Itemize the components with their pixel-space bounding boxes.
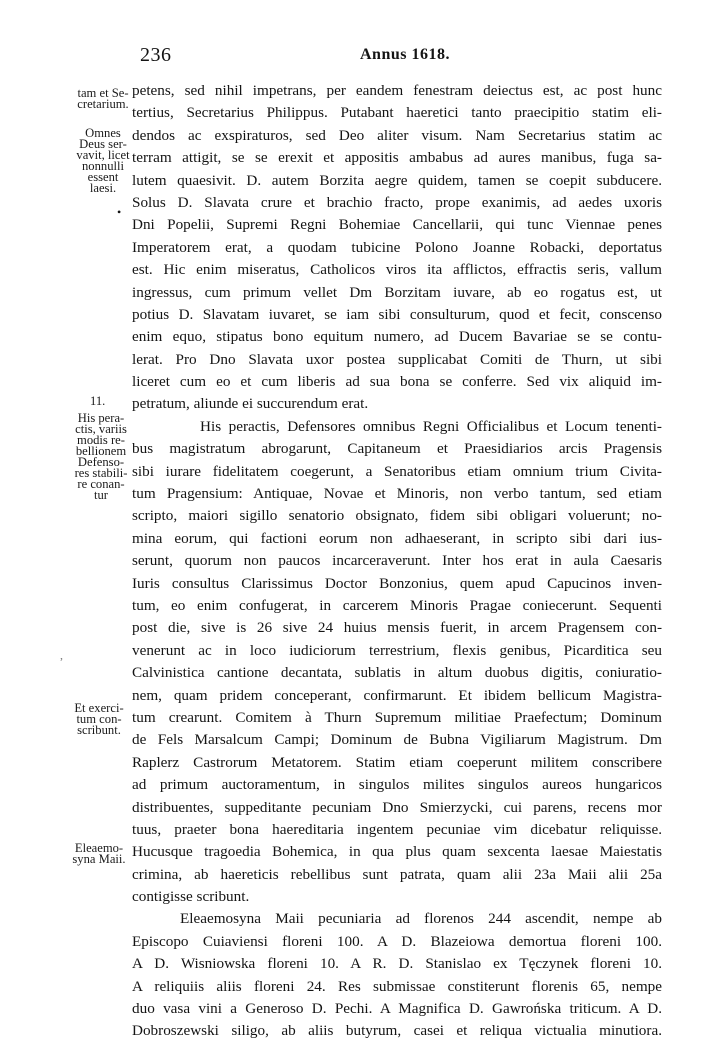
text-line: A D. Wisniowska floreni 10. A R. D. Stanislao ex Tęczynek floreni 10. xyxy=(132,955,662,973)
margin-line: Defenso- xyxy=(77,455,125,469)
margin-line: ctis, variis xyxy=(75,422,127,436)
text-line: scripto, maiori sigillo senatorio obsignato, fidem sibi obligari voluerunt; no- xyxy=(132,507,662,525)
text-line: tertius, Secretarius Philippus. Putabant haeretici tanto praecipitio statim eli- xyxy=(132,104,662,122)
text-line: tum crearunt. Comitem à Thurn Supremum militiae Praefectum; Dominum xyxy=(132,708,662,726)
text-line: Iuris consultus Clarissimus Doctor Bonzonius, quem apud Capucinos inven- xyxy=(132,574,662,592)
margin-line: nonnulli xyxy=(82,159,124,173)
margin-line: syna Maii. xyxy=(72,852,126,866)
text-line: serunt, quorum non paucos incarceraverunt. Inter hos erat in aula Caesaris xyxy=(132,552,662,570)
text-line: Calvinistica cantione decantata, sublatis in altum duobus digitis, coniuratio- xyxy=(132,664,662,682)
margin-line: laesi. xyxy=(89,181,117,195)
text-line: distribuentes, suppeditante pecuniam Dno Smierzycki, cui parens, recens mor xyxy=(132,798,662,816)
margin-line: Deus ser- xyxy=(79,137,127,151)
text-line: nem, quam pridem conceperant, confirmarunt. Et ibidem bellicum Magistra- xyxy=(132,686,662,704)
text-line: Hucusque tragoedia Bohemica, in qua plus quam sexcenta laesae Maiestatis xyxy=(132,843,662,861)
margin-line: modis re- xyxy=(77,433,125,447)
margin-line: tam et Se- xyxy=(77,86,129,100)
text-line: de Fels Marsalcum Campi; Dominum de Bubna Vigiliarum Magistrum. Dm xyxy=(132,731,662,749)
text-line: tum Pragensium: Antiquae, Novae et Minoris, non verbo tantum, sed etiam xyxy=(132,485,662,503)
margin-note-god-saved xyxy=(68,128,138,194)
ink-mark: , xyxy=(60,648,63,662)
section-number: 11. xyxy=(90,394,106,408)
margin-line: res stabili- xyxy=(74,466,128,480)
text-line: tuus, praeter bona haereditaria ingentem pecuniae vim dicebatur reliquisse. xyxy=(132,820,662,838)
margin-note-secretary xyxy=(68,88,138,110)
margin-line: bellionem xyxy=(75,444,127,458)
text-line: mina eorum, qui factioni eorum non adhaeserant, in scripto sibi dari ius- xyxy=(132,529,662,547)
margin-note-rebellion xyxy=(64,413,138,501)
text-line: Episcopo Cuiaviensi floreni 100. A D. Blazeiowa demortua floreni 100. xyxy=(132,932,662,950)
margin-line: His pera- xyxy=(77,411,125,425)
margin-line: Et exerci- xyxy=(74,701,124,715)
text-line: enim equo, stipatus bono equitum numero, ad Ducem Bavariae se se contu- xyxy=(132,328,662,346)
text-line: contigisse scribunt. xyxy=(132,888,250,906)
text-line: petratum, aliunde ei succurendum erat. xyxy=(132,395,369,413)
main-text xyxy=(132,80,662,1043)
text-line: Solus D. Slavata crure et brachio fracto, prope exanimis, ad aedes uxoris xyxy=(132,193,662,211)
margin-line: re conan- xyxy=(77,477,125,491)
text-line: ad primum auctoramentum, in singulos milites singulos aureos hungaricos xyxy=(132,776,662,794)
text-line: liceret cum eo et cum liberis ad sua bona se conferre. Sed vix aliquid im- xyxy=(132,373,662,391)
text-line: duo vasa vini a Generoso D. Pechi. A Magnifica D. Gawrońska triticum. A D. xyxy=(132,1000,662,1018)
margin-line: Omnes xyxy=(85,126,121,140)
text-line: petens, sed nihil impetrans, per eandem fenestram deiectus est, ac post hunc xyxy=(132,82,662,99)
text-line: venerunt ac in loco iudiciorum terrestrium, flexis genibus, Picarditica seu xyxy=(132,641,662,659)
text-line: Dobroszewski siligo, ab aliis butyrum, casei et reliqua victualia minutiora. xyxy=(132,1022,662,1040)
margin-note-army xyxy=(60,703,138,736)
margin-line: Eleaemo- xyxy=(74,841,124,855)
text-line: His peractis, Defensores omnibus Regni Officialibus et Locum tenenti- xyxy=(200,417,662,435)
text-line: potius D. Slavatam iuvaret, se iam sibi consulturum, quod et fecit, conscenso xyxy=(132,305,662,323)
text-line: A reliquiis aliis floreni 24. Res submissae constiterunt florenis 65, nempe xyxy=(132,977,662,995)
text-line: terram attigit, se se erexit et appositis ambabus ad aures manibus, fuga sa- xyxy=(132,149,662,167)
margin-line: essent xyxy=(87,170,119,184)
text-line: tum, eo enim confugerat, in carcerem Minoris Pragae coniecerunt. Sequenti xyxy=(132,596,662,614)
text-line: est. Hic enim miseratus, Catholicos viros ita afflictos, effractis seris, vallum xyxy=(132,261,662,279)
text-line: Imperatorem erat, a quodam tubicine Polono Joanne Robacki, deportatus xyxy=(132,238,662,256)
text-line: Eleaemosyna Maii pecuniaria ad florenos 244 ascendit, nempe ab xyxy=(180,910,662,928)
text-line: sibi iurare fidelitatem coegerunt, a Senatoribus etiam omnium trium Civita- xyxy=(132,462,662,480)
text-line: lerat. Pro Dno Slavata uxor postea supplicabat Comiti de Thurn, ut sibi xyxy=(132,350,662,368)
text-line: lutem quaesivit. D. autem Borzita aegre quidem, tamen se coepit subducere. xyxy=(132,171,662,189)
text-line: post die, sive is 26 sive 24 huius mensis fuerit, in arcem Pragensem con- xyxy=(132,619,662,637)
text-line: crimina, ab haereticis rebellibus sunt patrata, quam alii 23a Maii alii 25a xyxy=(132,865,662,883)
margin-line: tum con- xyxy=(76,712,122,726)
margin-line: cretarium. xyxy=(77,97,129,111)
margin-line: vavit, licet xyxy=(76,148,130,162)
text-line: ingressus, cum primum vellet Dm Borzitam iuvare, ab eo rogatus est, ut xyxy=(132,283,662,301)
text-line: dendos ac exspiraturos, sed Deo aliter visum. Nam Secretarius statim ac xyxy=(132,126,662,144)
marginal-dot: • xyxy=(117,205,122,219)
text-line: Raplerz Castrorum Metatorem. Statim etiam coeperunt militem conscribere xyxy=(132,753,662,771)
margin-note-alms xyxy=(60,843,138,865)
margin-line: scribunt. xyxy=(77,723,121,737)
text-line: Dni Popelii, Supremi Regni Bohemiae Cancellarii, qui tunc Viennae penes xyxy=(132,216,662,234)
running-head: Annus 1618. xyxy=(360,46,450,63)
page-header xyxy=(0,44,720,70)
margin-line: tur xyxy=(94,488,108,502)
text-line: bus magistratum abrogarunt, Capitaneum et Praesidiarios arcis Pragensis xyxy=(132,440,662,458)
page-number: 236 xyxy=(140,44,172,66)
